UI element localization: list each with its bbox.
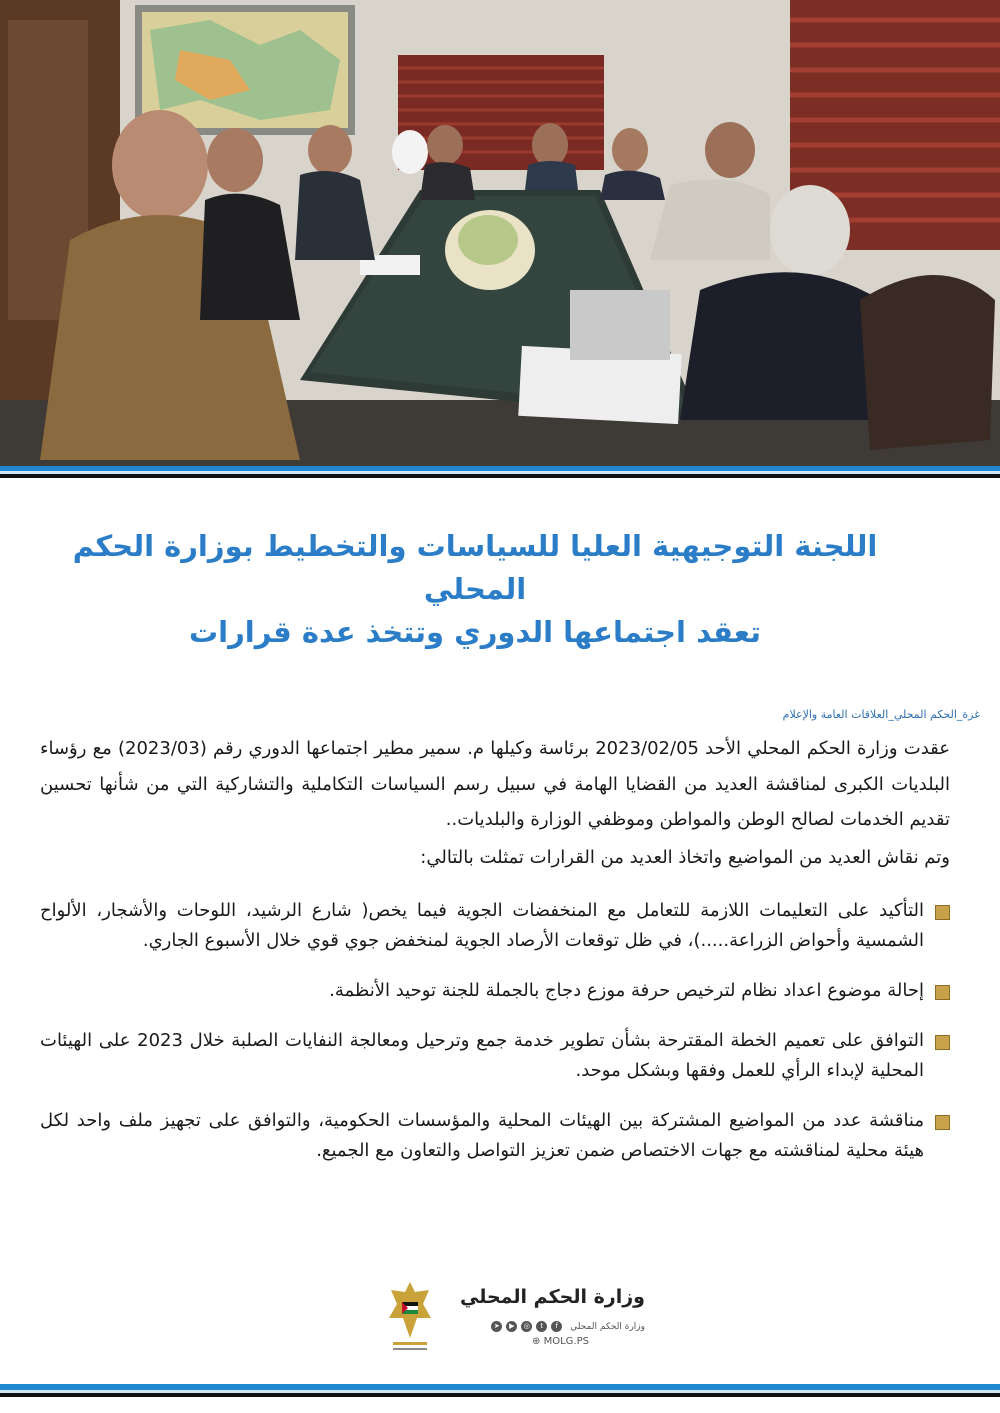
- decision-text: التوافق على تعميم الخطة المقترحة بشأن تطوير خدمة جمع وترحيل ومعالجة النفايات الصلبة خلال 2023 على الهيئات المحلية لإبداء الرأي للعمل وفقها وبشكل موحد.: [40, 1029, 924, 1081]
- decision-item: [40, 1026, 950, 1086]
- decision-text: مناقشة عدد من المواضيع المشتركة بين الهيئات المحلية والمؤسسات الحكومية، والتوافق على تجهيز ملف واحد لكل هيئة محلية لمناقشته مع جهات الاختصاص ضمن تعزيز التواصل والتعاون مع الجميع.: [40, 1109, 924, 1161]
- intro-paragraph: عقدت وزارة الحكم المحلي الأحد 2023/02/05 برئاسة وكيلها م. سمير مطير اجتماعها الدوري رقم (2023/03) مع رؤساء البلديات الكبرى لمناقشة العديد من القضايا الهامة في سبيل رسم السياسات التكاملية والتشاركية التي من شأنها تحسين تقديم الخدمات لصالح الوطن والمواطن وموظفي الوزارة والبلديات..: [40, 738, 950, 830]
- headline-line-1: اللجنة التوجيهية العليا للسياسات والتخطيط بوزارة الحكم المحلي: [72, 529, 878, 606]
- divider-stripes-top: [0, 466, 1000, 488]
- bullet-square-icon: [935, 905, 950, 920]
- decisions-list: [40, 896, 950, 1166]
- youtube-icon: ▶: [506, 1321, 517, 1332]
- social-row: [491, 1321, 645, 1332]
- social-handle: وزارة الحكم المحلي: [570, 1321, 645, 1332]
- globe-icon: ⊕: [532, 1336, 541, 1347]
- twitter-icon: t: [536, 1321, 547, 1332]
- decisions-lead: وتم نقاش العديد من المواضيع واتخاذ العديد من القرارات تمثلت بالتالي:: [420, 846, 950, 868]
- bullet-square-icon: [935, 1115, 950, 1130]
- bullet-square-icon: [935, 1035, 950, 1050]
- website-label: [532, 1336, 589, 1347]
- divider-stripes-bottom: [0, 1384, 1000, 1413]
- meeting-photo: [0, 0, 1000, 466]
- headline: [40, 525, 950, 654]
- ministry-logo: [385, 1278, 645, 1358]
- decision-text: التأكيد على التعليمات اللازمة للتعامل مع المنخفضات الجوية فيما يخص( شارع الرشيد، اللوحات والأشجار، الألواح الشمسية وأحواض الزراعة.....)، في ظل توقعات الأرصاد الجوية لمنخفض جوي قوي خلال الأسبوع الجاري.: [40, 899, 924, 951]
- instagram-icon: ◎: [521, 1321, 532, 1332]
- decision-item: [40, 976, 950, 1006]
- decision-item: [40, 1106, 950, 1166]
- article-body: [40, 525, 980, 1166]
- source-line: غزة_الحكم المحلي_العلاقات العامة والإعلام: [782, 708, 980, 721]
- decision-item: [40, 896, 950, 956]
- decision-text: إحالة موضوع اعداد نظام لترخيص حرفة موزع دجاج بالجملة للجنة توحيد الأنظمة.: [329, 979, 924, 1001]
- facebook-icon: f: [551, 1321, 562, 1332]
- bullet-square-icon: [935, 985, 950, 1000]
- website-text: MOLG.PS: [543, 1336, 589, 1347]
- eagle-emblem-icon: [385, 1278, 435, 1358]
- headline-line-2: تعقد اجتماعها الدوري وتتخذ عدة قرارات: [189, 615, 761, 649]
- telegram-icon: ➤: [491, 1321, 502, 1332]
- ministry-name: وزارة الحكم المحلي: [460, 1286, 645, 1308]
